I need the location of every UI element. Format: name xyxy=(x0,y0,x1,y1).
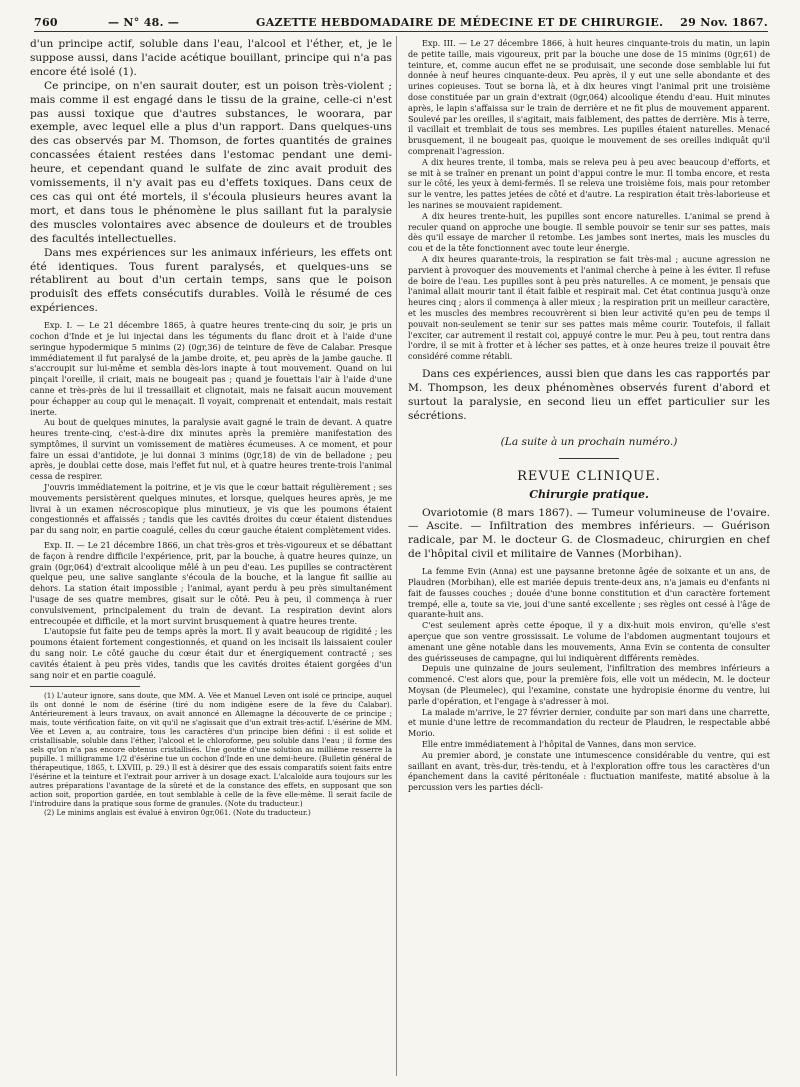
footnote-rule xyxy=(30,686,140,687)
footnote-2: (2) Le minims anglais est évalué à environ 0gr,061. (Note du traducteur.) xyxy=(44,808,311,818)
conclusion-paragraph: Dans ces expériences, aussi bien que dans les cas rapportés par M. Thompson, les deux phénomènes observés furent d'abord et surtout la paralysie, en second lieu un effet particulier sur les sécrétions. xyxy=(408,367,770,422)
issue-date: 29 Nov. 1867. xyxy=(680,16,768,29)
experiment-1: Exp. I. — Le 21 décembre 1865, à quatre heures trente-cinq du soir, je pris un cochon d'Inde et je lui injectai dans les téguments du flanc droit et à l'aide d'une seringue hypodermique 5 minims (2) (0gr,36) de teinture de fève de Calabar. Presque immédiatement il fut paralysé de la jambe droite, et, peu après de la jambe gauche. Il s'accroupit sur lui-même et sembla dès-lors inapte à tout mouvement. Quand on lui pinçait l'oreille, il criait, mais ne bougeait pas ; quand je fouettais l'air à l'aide d'une canne et très-près de lui il tressaillait et clignotait, mais ne faisait aucun mouvement pour échapper au coup qui le menaçait. Il voyait, comprenait et entendait, mais restait inerte. xyxy=(30,320,392,417)
experiment-2: Exp. II. — Le 21 décembre 1866, un chat très-gros et très-vigoureux et se débattant de façon à rendre difficile l'expérience, prit, par la bouche, à quatre heures quinze, un grain (0gr,064) d'extrait alcoolique mêlé à un peu d'eau. Les pupilles se contractèrent quelque peu, une salive sanglante s'écoula de la bouche, et la langue fit saillie au dehors. La station était impossible ; l'animal, ayant perdu à peu près simultanément l'usage de ses quatre membres, gisait sur le côté. Peu à peu, il commença à ruer convulsivement, principalement du train de devant. La respiration devint alors entrecoupée et difficile, et la mort survint brusquement à quatre heures trente. xyxy=(30,540,392,626)
journal-title: GAZETTE HEBDOMADAIRE DE MÉDECINE ET DE CHIRURGIE. xyxy=(256,16,664,29)
left-column xyxy=(30,38,392,1078)
paragraph-poison: Ce principe, on n'en saurait douter, est un poison très-violent ; mais comme il est engagé dans le tissu de la graine, celle-ci n'est pas aussi toxique que d'autres substances, le woorara, par exemple, avec lequel elle a plus d'un rapport. Dans quelques-uns des cas observés par M. Thomson, de fortes quantités de graines concassées étaient restées dans l'estomac pendant une demi-heure, et cependant quand le sulfate de zinc avait produit des vomissements, il n'y avait pas eu d'effets toxiques. Dans ceux de ces cas qui ont été mortels, il s'écoula plusieurs heures avant la mort, et dans tous le phénomène le plus saillant fut la paralysie des muscles volontaires avec absence de douleurs et de troubles des facultés intellectuelles. xyxy=(30,79,392,245)
experiment-1-continued: Au bout de quelques minutes, la paralysie avait gagné le train de devant. A quatre heures trente-cinq, c'est-à-dire dix minutes après la première manifestation des symptômes, il survint un vomissement de matières écumeuses. A ce moment, et pour faire un essai d'antidote, je lui donnai 3 minims (0gr,18) de vin de belladone ; peu après, je doublai cette dose, mais l'effet fut nul, et à quatre heures trente-trois l'animal cessa de respirer. xyxy=(30,417,392,482)
paragraph-experiences: Dans mes expériences sur les animaux inférieurs, les effets ont été identiques. Tous furent paralysés, et quelques-uns se rétablirent au bout d'un certain temps, sans que le poison produisît des effets consécutifs durables. Voilà le résumé de ces expériences. xyxy=(30,246,392,315)
page-number: 760 xyxy=(34,16,58,29)
issue-number: — N° 48. — xyxy=(108,16,180,29)
case-paragraph-6: Au premier abord, je constate une intumescence considérable du ventre, qui est saillant en avant, très-dur, très-tendu, et à l'exploration offre tous les caractères d'un épanchement dans la cavité péritonéale : fluctuation manifeste, matité absolue à la percussion vers les parties décli- xyxy=(408,749,770,793)
case-paragraph-2: C'est seulement après cette époque, il y a dix-huit mois environ, qu'elle s'est aperçue que son ventre grossissait. Le volume de l'abdomen augmentant toujours et amenant une gêne notable dans les mouvements, Anna Evin se contenta de consulter des guérisseuses de campagne, qui lui indiquèrent différents remèdes. xyxy=(408,620,770,663)
experiment-3: Exp. III. — Le 27 décembre 1866, à huit heures cinquante-trois du matin, un lapin de petite taille, mais vigoureux, prit par la bouche une dose de 15 minims (0gr,61) de teinture, et, comme aucun effet ne se produisait, une seconde dose semblable lui fut donnée à neuf heures cinquante-deux. Peu après, il y eut une selle abondante et des urines copieuses. Tout se borna là, et à dix heures vingt l'animal prit une troisième dose constituée par un grain d'extrait (0gr,064) alcoolique étendu d'eau. Huit minutes après, le lapin s'affaissa sur le train de derrière et ne fit plus de mouvement apparent. Soulevé par les oreilles, il s'agitait, mais faiblement, des pattes de derrière. Mis à terre, il vacillait et tremblait de tous ses membres. Les pupilles étaient naturelles. Menacé brusquement, il ne bougeait pas, quoique le mouvement de ses oreilles indiquât qu'il comprenait l'agression. xyxy=(408,38,770,156)
experiment-2-autopsy: L'autopsie fut faite peu de temps après la mort. Il y avait beaucoup de rigidité ; les poumons étaient fortement congestionnés, et quand on les incisait ils laissaient couler du sang noir. Le côté gauche du cœur était dur et énergiquement contracté ; ses cavités étaient à peu près vides, tandis que les cavités droites étaient gorgées d'un sang noir et en partie coagulé. xyxy=(30,626,392,680)
paragraph-principe: d'un principe actif, soluble dans l'eau, l'alcool et l'éther, et, je le suppose aussi, dans l'acide acétique bouillant, principe qui n'a pas encore été isolé (1). xyxy=(30,38,392,78)
experiment-3-continued: A dix heures trente, il tomba, mais se releva peu à peu avec beaucoup d'efforts, et se mit à se traîner en prenant un point d'appui contre le mur. Il tomba encore, et resta sur le côté, les yeux à demi-fermés. Il se releva une troisième fois, mais pour retomber sur le ventre, les pattes jetées de côté et d'autre. La respiration était très-laborieuse et les narines se mouvaient rapidement. xyxy=(408,156,770,210)
case-paragraph-4: La malade m'arrive, le 27 février dernier, conduite par son mari dans une charrette, et munie d'une lettre de recommandation du recteur de Plaudren, le respectable abbé Morio. xyxy=(408,706,770,739)
case-title: Ovariotomie (8 mars 1867). — Tumeur volumineuse de l'ovaire. — Ascite. — Infiltration des membres inférieurs. — Guérison radicale, par M. le docteur G. de Closmadeuc, chirurgien en chef de l'hôpital civil et militaire de Vannes (Morbihan). xyxy=(408,506,770,561)
column-rule xyxy=(396,36,397,1076)
case-paragraph-1: La femme Evin (Anna) est une paysanne bretonne âgée de soixante et un ans, de Plaudren (Morbihan), elle est mariée depuis trente-deux ans, n'a jamais eu d'enfants ni fait de fausses couches ; douée d'une bonne constitution et d'un caractère fortement trempé, elle a, toute sa vie, joui d'une santé excellente ; ses règles ont cessé à l'âge de quarante-huit ans. xyxy=(408,566,770,620)
case-paragraph-3: Depuis une quinzaine de jours seulement, l'infiltration des membres inférieurs a commencé. C'est alors que, pour la première fois, elle voit un médecin, M. le docteur Moysan (de Pleumelec), qui l'examine, constate une hydropisie énorme du ventre, lui parle d'opération, et l'engage à s'adresser à moi. xyxy=(408,663,770,706)
footnote-1: (1) L'auteur ignore, sans doute, que MM. A. Vée et Manuel Leven ont isolé ce principe, auquel ils ont donné le nom de ésérine (tiré du nom indigène esere de la fève du Calabar). Antérieurement à leurs travaux, on avait annoncé en Allemagne la découverte de ce principe ; mais, toute vérification faite, on vit qu'il ne s'agissait que d'un extrait très-actif. L'ésérine de MM. Vée et Leven a, au contraire, tous les caractères d'un principe bien défini : il est solide et cristallisable, soluble dans l'éther, l'alcool et le chloroforme, peu soluble dans l'eau ; il forme des sels qu'on n'a pas encore obtenus cristallisés. Une goutte d'une solution au millième resserre la pupille. 1 milligramme 1/2 d'ésérine tue un cochon d'Inde en une demi-heure. (Bulletin général de thérapeutique, 1865, t. LXVIII, p. 29.) Il est à désirer que des essais comparatifs soient faits entre l'ésérine et la teinture et l'extrait pour arriver à un dosage exact. L'alcaloïde aura toujours sur les autres préparations l'avantage de la sûreté et de la constance des effets, en supposant que son action soit, proportion gardée, en tout semblable à celle de la fève elle-même. Il serait facile de l'introduire dans la pratique sous forme de granules. (Note du traducteur.) xyxy=(30,691,392,809)
section-title: REVUE CLINIQUE. xyxy=(517,468,661,484)
continuation-note: (La suite à un prochain numéro.) xyxy=(500,435,678,448)
experiment-3-pupilles: A dix heures trente-huit, les pupilles sont encore naturelles. L'animal se prend à reculer quand on approche une bougie. Il semble pouvoir se tenir sur ses pattes, mais dès qu'il essaye de marcher il retombe. Les jambes sont inertes, mais les muscles du cou et de la tête fonctionnent avec toute leur énergie. xyxy=(408,210,770,254)
case-paragraph-5: Elle entre immédiatement à l'hôpital de Vannes, dans mon service. xyxy=(422,738,697,749)
running-header xyxy=(34,14,768,32)
experiment-3-recovery: A dix heures quarante-trois, la respiration se fait très-mal ; aucune agression ne parvient à provoquer des mouvements et l'animal cherche à peine à les éviter. Il refuse de boire de l'eau. Les pupilles sont à peu près naturelles. A ce moment, je pensais que l'animal allait mourir tant il était faible et respirait mal. Cet état continua jusqu'à onze heures cinq ; alors il commença à aller mieux ; la respiration prit un meilleur caractère, et les muscles des membres recouvrèrent si bien leur activité qu'en peu de temps il pouvait non-seulement se tenir sur ses pattes mais même courir. Toutefois, il fallait l'exciter, car autrement il restait coi, appuyé contre le mur. Peu à peu, tout rentra dans l'ordre, il se mit à frotter et à lécher ses pattes, et à onze heures treize il pouvait être considéré comme rétabli. xyxy=(408,253,770,362)
section-subtitle: Chirurgie pratique. xyxy=(529,487,649,501)
experiment-1-autopsy: J'ouvris immédiatement la poitrine, et je vis que le cœur battait régulièrement ; ses mouvements persistèrent quelques minutes, et lorsque, quelques heures après, je me livrai à un examen nécroscopique plus minutieux, je vis que les poumons étaient congestionnés et affaissés ; tandis que les cavités droites du cœur étaient distendues par du sang noir, en partie coagulé, celles du cœur gauche étaient complètement vides. xyxy=(30,482,392,536)
section-separator xyxy=(559,458,619,459)
right-column xyxy=(408,38,770,1078)
